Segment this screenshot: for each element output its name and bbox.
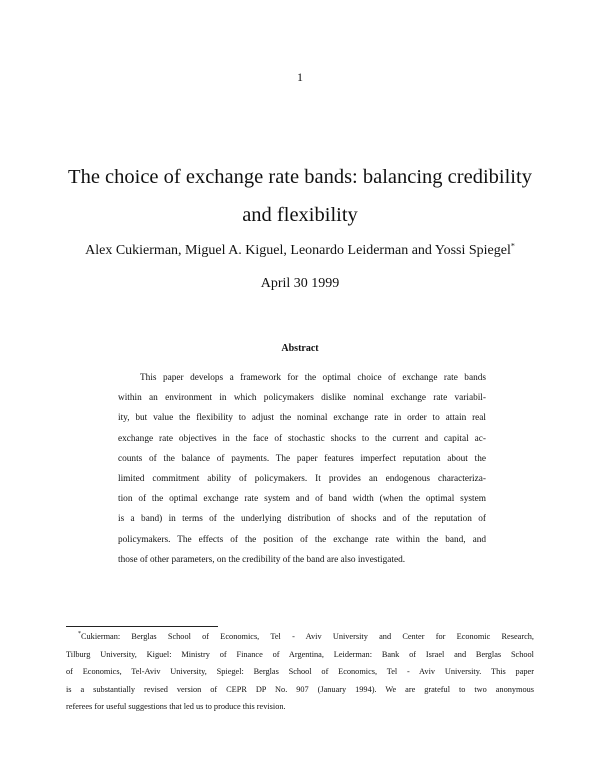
page-number: 1 [297,70,303,84]
author-footnote-marker: * [510,241,515,251]
author-list [20,243,580,259]
footnote-line: referees for useful suggestions that led us to produce this revision. [66,702,286,712]
paper-title-line-1: The choice of exchange rate bands: balancing credibility [68,166,532,188]
footnote-marker: * [78,631,81,638]
paper-title [40,158,560,234]
abstract-line: ity, but value the flexibility to adjust the nominal exchange rate in order to attain real [118,413,486,424]
footnote-line: of Economics, Tel-Aviv University, Spiegel: Berglas School of Economics, Tel - Aviv University. This paper [66,667,534,677]
author-footnote [66,628,534,716]
footnote-divider [66,626,218,627]
abstract-line: counts of the balance of payments. The paper features imperfect reputation about the [118,453,486,464]
footnote-line: Tilburg University, Kiguel: Ministry of Finance of Argentina, Leiderman: Bank of Israel and Berglas School [66,649,534,659]
abstract-line: policymakers. The effects of the position of the exchange rate within the band, and [118,534,486,545]
abstract-line: This paper develops a framework for the optimal choice of exchange rate bands [140,373,486,383]
abstract-line: is a band) in terms of the underlying distribution of shocks and of the reputation of [118,514,486,525]
abstract-heading: Abstract [281,343,319,354]
abstract-line: exchange rate objectives in the face of stochastic shocks to the current and capital ac- [118,433,486,444]
paper-date: April 30 1999 [260,276,340,291]
footnote-line: is a substantially revised version of CEPR DP No. 907 (January 1994). We are grateful to two anonymous [66,684,534,694]
paper-title-line-2: and flexibility [242,204,358,226]
abstract-line: tion of the optimal exchange rate system and of band width (when the optimal system [118,494,486,505]
footnote-line [66,628,534,646]
abstract-line: those of other parameters, on the credibility of the band are also investigated. [118,554,406,565]
author-names: Alex Cukierman, Miguel A. Kiguel, Leonardo Leiderman and Yossi Spiegel [85,243,511,258]
abstract-line: limited commitment ability of policymakers. It provides an endogenous characteriza- [118,474,486,485]
abstract-body [118,368,486,570]
abstract-line: within an environment in which policymakers dislike nominal exchange rate variabil- [118,393,486,404]
footnote-line-text: Cukierman: Berglas School of Economics, Tel - Aviv University and Center for Economic Research, [81,632,534,641]
